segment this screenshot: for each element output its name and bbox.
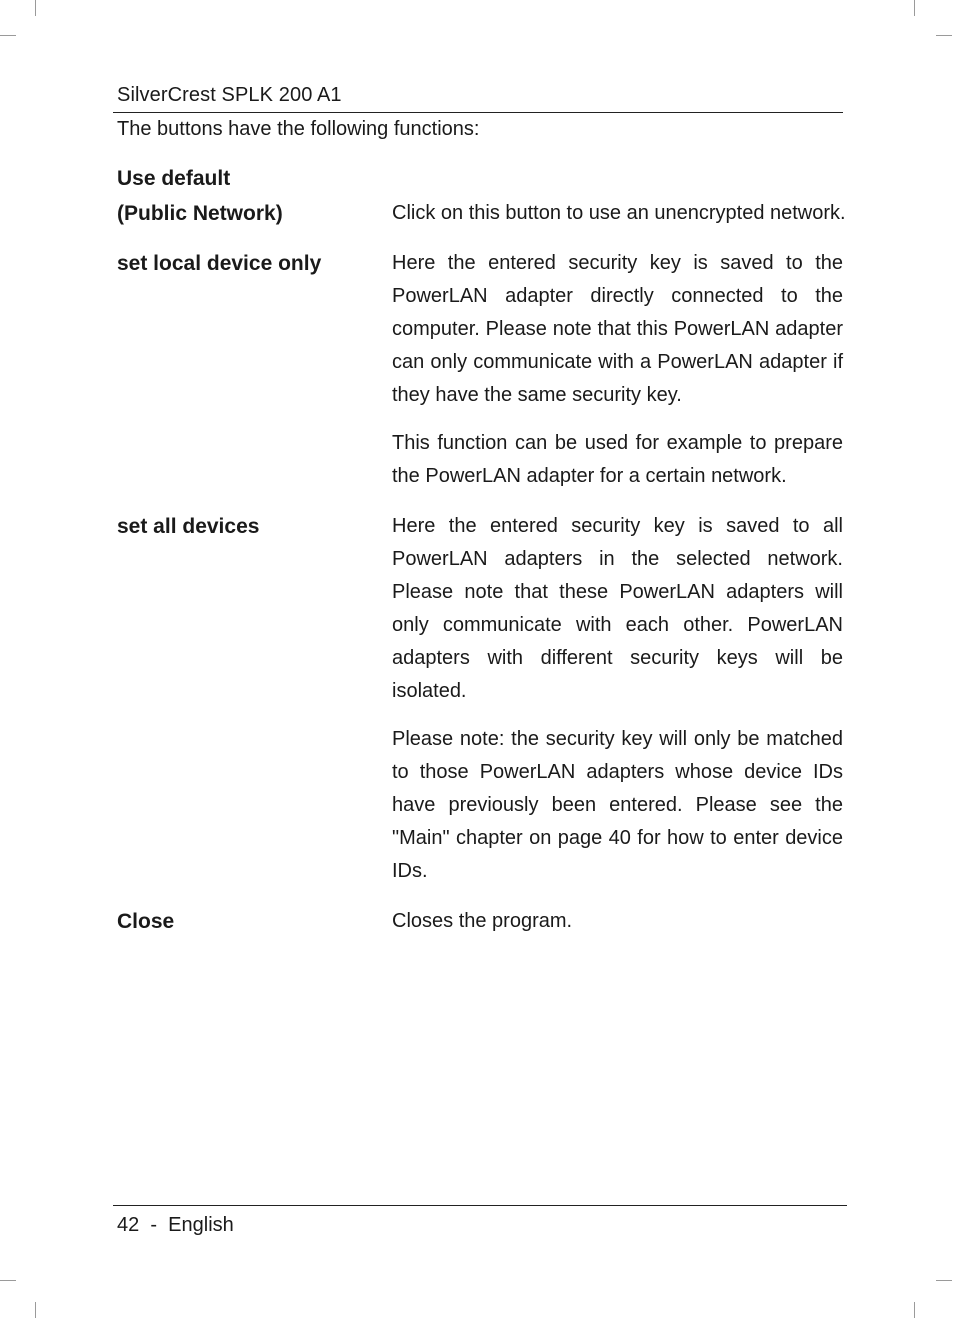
desc-set-local-device-only-p2: This function can be used for example to prepare the PowerLAN adapter for a certain network. — [392, 432, 843, 487]
term-use-default: Use default — [117, 167, 231, 190]
footer-separator: - — [150, 1214, 158, 1236]
product-title: SilverCrest SPLK 200 A1 — [117, 84, 342, 106]
desc-set-local-device-only-p1: Here the entered security key is saved to the PowerLAN adapter directly connected to the computer. Please note that this PowerLAN adapter can only communicate with a PowerLAN adapter if they have the same security key. — [392, 252, 843, 406]
intro-text: The buttons have the following functions: — [117, 118, 480, 140]
crop-mark — [936, 1280, 952, 1281]
term-public-network: (Public Network) — [117, 202, 283, 225]
crop-mark — [35, 0, 36, 16]
desc-use-default: Click on this button to use an unencrypted network. — [392, 202, 846, 224]
desc-set-all-devices-p2: Please note: the security key will only be matched to those PowerLAN adapters whose device IDs have previously been entered. Please see the "Main" chapter on page 40 for how to enter device IDs. — [392, 728, 843, 882]
crop-mark — [914, 1302, 915, 1318]
term-set-local-device-only: set local device only — [117, 252, 322, 275]
crop-mark — [0, 1280, 16, 1281]
crop-mark — [0, 35, 16, 36]
crop-mark — [35, 1302, 36, 1318]
footer-language: English — [168, 1214, 234, 1236]
desc-close: Closes the program. — [392, 910, 573, 932]
page-footer — [117, 1212, 234, 1238]
term-set-all-devices: set all devices — [117, 515, 260, 538]
desc-set-all-devices-p1: Here the entered security key is saved to all PowerLAN adapters in the selected network. Please note that these PowerLAN adapters will only communicate with each other. PowerLAN adapters with different security keys will be isolated. — [392, 515, 843, 702]
header-divider — [113, 112, 843, 113]
crop-mark — [936, 35, 952, 36]
term-close: Close — [117, 910, 175, 933]
crop-mark — [914, 0, 915, 16]
footer-divider — [113, 1205, 847, 1206]
page-number: 42 — [117, 1214, 140, 1236]
